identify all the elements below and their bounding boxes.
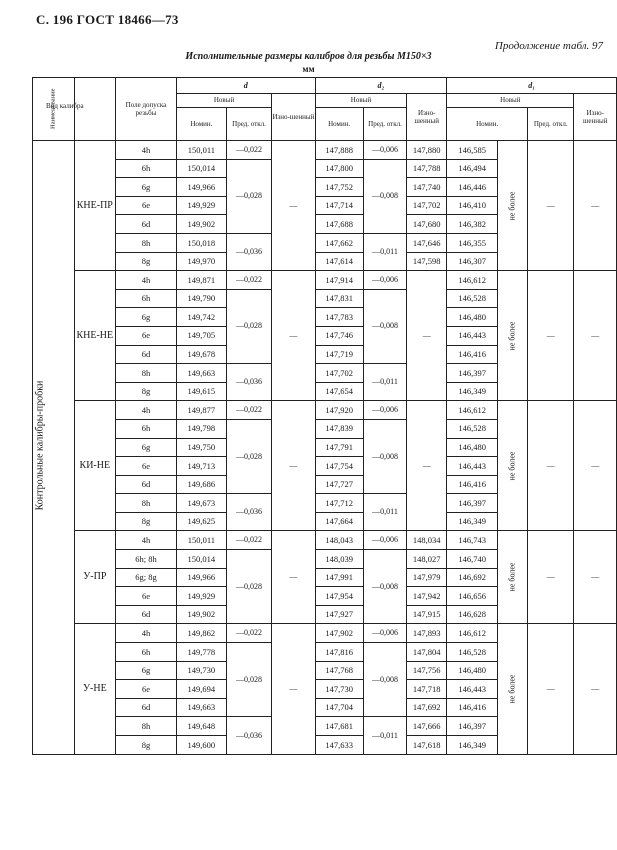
d2-nominal: 147,927 [315, 605, 363, 624]
d1-nominal: 146,740 [447, 550, 498, 569]
d1-nominal: 146,612 [447, 401, 498, 420]
d2-worn: 147,666 [407, 717, 447, 736]
header-d2-tolerance: Пред. откл. [363, 108, 406, 141]
header-d1-nominal: Номин. [447, 108, 528, 141]
d-nominal: 149,902 [176, 215, 226, 234]
header-d-new: Новый [176, 94, 271, 108]
d2-worn: 147,646 [407, 233, 447, 252]
d2-nominal: 147,791 [315, 438, 363, 457]
tolerance-field: 6d [116, 605, 177, 624]
tolerance-field: 6h [116, 643, 177, 662]
d-nominal: 150,011 [176, 141, 226, 160]
tolerance-field: 8g [116, 382, 177, 401]
header-tolerance-field: Поле допуска резьбы [116, 78, 177, 141]
d2-nominal: 147,681 [315, 717, 363, 736]
d-nominal: 149,929 [176, 587, 226, 606]
tolerance-field: 4h [116, 531, 177, 550]
d1-worn: — [574, 401, 617, 531]
d1-tolerance: — [528, 531, 574, 624]
tolerance-field: 6d [116, 475, 177, 494]
d2-nominal: 147,714 [315, 196, 363, 215]
d2-nominal: 147,664 [315, 512, 363, 531]
d-tolerance: —0,036 [226, 494, 271, 531]
d1-not-more [498, 401, 528, 531]
d1-nominal: 146,528 [447, 643, 498, 662]
tolerance-field: 6d [116, 698, 177, 717]
tolerance-field: 8g [116, 252, 177, 271]
gauge-type: КНЕ-ПР [74, 141, 116, 271]
tolerance-field: 6h; 8h [116, 550, 177, 569]
header-d-nominal: Номин. [176, 108, 226, 141]
d-nominal: 150,011 [176, 531, 226, 550]
d-nominal: 149,663 [176, 364, 226, 383]
gauge-dimensions-table [32, 77, 617, 755]
d-nominal: 149,625 [176, 512, 226, 531]
d2-nominal: 147,831 [315, 289, 363, 308]
tolerance-field: 8h [116, 233, 177, 252]
d2-nominal: 147,902 [315, 624, 363, 643]
d2-nominal: 147,688 [315, 215, 363, 234]
d1-nominal: 146,349 [447, 736, 498, 755]
d2-worn: 147,880 [407, 141, 447, 160]
d1-nominal: 146,612 [447, 271, 498, 290]
header-d1-tolerance: Пред. откл. [528, 108, 574, 141]
d1-nominal: 146,307 [447, 252, 498, 271]
d1-nominal: 146,528 [447, 289, 498, 308]
d1-not-more [498, 141, 528, 271]
tolerance-field: 8g [116, 736, 177, 755]
d2-worn: 147,979 [407, 568, 447, 587]
d-nominal: 149,750 [176, 438, 226, 457]
d-nominal: 150,014 [176, 159, 226, 178]
tolerance-field: 6g [116, 308, 177, 327]
d2-tolerance: —0,008 [363, 289, 406, 363]
d2-nominal: 147,754 [315, 457, 363, 476]
d-tolerance: —0,022 [226, 271, 271, 290]
d1-tolerance: — [528, 271, 574, 401]
d1-not-more-label: не более [507, 674, 517, 704]
d2-tolerance: —0,011 [363, 364, 406, 401]
tolerance-field: 6e [116, 587, 177, 606]
d2-worn: 147,598 [407, 252, 447, 271]
d1-worn: — [574, 624, 617, 754]
tolerance-field: 6g; 8g [116, 568, 177, 587]
d-nominal: 149,648 [176, 717, 226, 736]
d1-nominal: 146,443 [447, 457, 498, 476]
d1-worn: — [574, 531, 617, 624]
d2-worn: — [407, 271, 447, 401]
d-worn: — [272, 141, 315, 271]
d-nominal: 149,790 [176, 289, 226, 308]
d1-nominal: 146,480 [447, 661, 498, 680]
d-nominal: 150,014 [176, 550, 226, 569]
d2-tolerance: —0,006 [363, 401, 406, 420]
d2-worn: 147,893 [407, 624, 447, 643]
d2-worn: 147,692 [407, 698, 447, 717]
d1-nominal: 146,355 [447, 233, 498, 252]
tolerance-field: 8h [116, 717, 177, 736]
d1-not-more-label: не более [507, 451, 517, 481]
d-nominal: 149,686 [176, 475, 226, 494]
header-d-tolerance: Пред. откл. [226, 108, 271, 141]
d1-not-more [498, 271, 528, 401]
d-nominal: 149,902 [176, 605, 226, 624]
d-tolerance: —0,028 [226, 550, 271, 624]
d-tolerance: —0,036 [226, 233, 271, 270]
d1-nominal: 146,628 [447, 605, 498, 624]
d2-nominal: 147,888 [315, 141, 363, 160]
d-nominal: 150,018 [176, 233, 226, 252]
d-worn: — [272, 624, 315, 754]
tolerance-field: 6h [116, 159, 177, 178]
header-d-worn: Изно-шенный [272, 94, 315, 141]
tolerance-field: 6g [116, 661, 177, 680]
d1-nominal: 146,416 [447, 345, 498, 364]
d-nominal: 149,713 [176, 457, 226, 476]
d2-tolerance: —0,008 [363, 550, 406, 624]
d1-nominal: 146,528 [447, 419, 498, 438]
header-d2: d₂ [315, 78, 447, 94]
table-row [33, 271, 617, 290]
d-nominal: 149,730 [176, 661, 226, 680]
d-nominal: 149,678 [176, 345, 226, 364]
d2-worn: 148,034 [407, 531, 447, 550]
table-row [33, 141, 617, 160]
d1-nominal: 146,656 [447, 587, 498, 606]
d1-nominal: 146,410 [447, 196, 498, 215]
tolerance-field: 4h [116, 401, 177, 420]
d1-nominal: 146,494 [447, 159, 498, 178]
d2-nominal: 147,991 [315, 568, 363, 587]
d2-nominal: 148,043 [315, 531, 363, 550]
d2-tolerance: —0,008 [363, 419, 406, 493]
d-nominal: 149,705 [176, 326, 226, 345]
d-worn: — [272, 401, 315, 531]
d-nominal: 149,798 [176, 419, 226, 438]
d2-worn: — [407, 401, 447, 531]
header-d1: d₁ [447, 78, 617, 94]
d1-nominal: 146,585 [447, 141, 498, 160]
header-d2-nominal: Номин. [315, 108, 363, 141]
d-worn: — [272, 531, 315, 624]
tolerance-field: 6e [116, 196, 177, 215]
table-row [33, 531, 617, 550]
d1-nominal: 146,692 [447, 568, 498, 587]
d1-tolerance: — [528, 141, 574, 271]
d2-worn: 148,027 [407, 550, 447, 569]
tolerance-field: 8g [116, 512, 177, 531]
gauge-type: У-ПР [74, 531, 116, 624]
d2-nominal: 147,614 [315, 252, 363, 271]
d2-nominal: 147,662 [315, 233, 363, 252]
vertical-group-label: Контрольные калибры-пробки [34, 380, 46, 511]
d2-nominal: 147,914 [315, 271, 363, 290]
table-continuation-label: Продолжение табл. 97 [494, 40, 603, 52]
d2-worn: 147,702 [407, 196, 447, 215]
d2-nominal: 147,712 [315, 494, 363, 513]
d1-worn: — [574, 141, 617, 271]
d2-nominal: 147,727 [315, 475, 363, 494]
tolerance-field: 4h [116, 624, 177, 643]
tolerance-field: 6h [116, 289, 177, 308]
d-tolerance: —0,028 [226, 159, 271, 233]
d1-tolerance: — [528, 401, 574, 531]
d-tolerance: —0,022 [226, 624, 271, 643]
d1-nominal: 146,397 [447, 717, 498, 736]
d1-not-more [498, 531, 528, 624]
d1-not-more [498, 624, 528, 754]
d-tolerance: —0,022 [226, 141, 271, 160]
d2-nominal: 147,633 [315, 736, 363, 755]
d2-nominal: 148,039 [315, 550, 363, 569]
d-tolerance: —0,028 [226, 643, 271, 717]
header-d2-new: Новый [315, 94, 407, 108]
d1-nominal: 146,443 [447, 680, 498, 699]
d-nominal: 149,694 [176, 680, 226, 699]
table-row [33, 624, 617, 643]
header-name: Наименование [33, 78, 75, 141]
d1-not-more-label: не более [507, 563, 517, 592]
d2-worn: 147,618 [407, 736, 447, 755]
d2-worn: 147,756 [407, 661, 447, 680]
d1-nominal: 146,480 [447, 438, 498, 457]
d2-tolerance: —0,008 [363, 159, 406, 233]
d1-nominal: 146,416 [447, 698, 498, 717]
d1-nominal: 146,349 [447, 512, 498, 531]
tolerance-field: 6e [116, 326, 177, 345]
d2-tolerance: —0,006 [363, 141, 406, 160]
d2-nominal: 147,752 [315, 178, 363, 197]
d2-nominal: 147,654 [315, 382, 363, 401]
d2-tolerance: —0,011 [363, 233, 406, 270]
d1-not-more-label: не более [507, 321, 517, 351]
d1-nominal: 146,446 [447, 178, 498, 197]
d1-nominal: 146,416 [447, 475, 498, 494]
d1-tolerance: — [528, 624, 574, 754]
d2-tolerance: —0,008 [363, 643, 406, 717]
d-nominal: 149,970 [176, 252, 226, 271]
d1-nominal: 146,743 [447, 531, 498, 550]
d1-nominal: 146,443 [447, 326, 498, 345]
header-d: d [176, 78, 315, 94]
tolerance-field: 6e [116, 457, 177, 476]
d-tolerance: —0,036 [226, 717, 271, 754]
table-row [33, 401, 617, 420]
header-d1-new: Новый [447, 94, 574, 108]
gauge-type: КИ-НЕ [74, 401, 116, 531]
d-nominal: 149,877 [176, 401, 226, 420]
d2-nominal: 147,768 [315, 661, 363, 680]
d2-nominal: 147,730 [315, 680, 363, 699]
table-title: Исполнительные размеры калибров для резьбы М150×3 [185, 51, 432, 62]
tolerance-field: 6g [116, 178, 177, 197]
d2-nominal: 147,719 [315, 345, 363, 364]
d-tolerance: —0,028 [226, 289, 271, 363]
d-tolerance: —0,022 [226, 401, 271, 420]
d-nominal: 149,615 [176, 382, 226, 401]
d1-worn: — [574, 271, 617, 401]
d2-nominal: 147,702 [315, 364, 363, 383]
tolerance-field: 6g [116, 438, 177, 457]
d2-worn: 147,788 [407, 159, 447, 178]
d-nominal: 149,862 [176, 624, 226, 643]
d2-nominal: 147,704 [315, 698, 363, 717]
d2-tolerance: —0,006 [363, 271, 406, 290]
tolerance-field: 6d [116, 215, 177, 234]
header-gauge-type-label: Вид калибра [46, 102, 84, 110]
d-tolerance: —0,022 [226, 531, 271, 550]
d-worn: — [272, 271, 315, 401]
d2-worn: 147,740 [407, 178, 447, 197]
tolerance-field: 4h [116, 141, 177, 160]
d2-tolerance: —0,006 [363, 624, 406, 643]
header-d2-worn: Изно-шенный [407, 94, 447, 141]
d2-worn: 147,718 [407, 680, 447, 699]
tolerance-field: 6d [116, 345, 177, 364]
d1-not-more-label: не более [507, 191, 517, 221]
d-tolerance: —0,036 [226, 364, 271, 401]
d1-nominal: 146,349 [447, 382, 498, 401]
tolerance-field: 6h [116, 419, 177, 438]
d2-tolerance: —0,011 [363, 717, 406, 754]
d2-tolerance: —0,006 [363, 531, 406, 550]
tolerance-field: 4h [116, 271, 177, 290]
d1-nominal: 146,382 [447, 215, 498, 234]
d2-nominal: 147,816 [315, 643, 363, 662]
d2-tolerance: —0,011 [363, 494, 406, 531]
gauge-type: КНЕ-НЕ [74, 271, 116, 401]
d2-worn: 147,942 [407, 587, 447, 606]
gauge-type: У-НЕ [74, 624, 116, 754]
d1-nominal: 146,480 [447, 308, 498, 327]
header-d1-worn: Изно-шенный [574, 94, 617, 141]
d-nominal: 149,663 [176, 698, 226, 717]
d2-worn: 147,680 [407, 215, 447, 234]
d2-nominal: 147,800 [315, 159, 363, 178]
d-nominal: 149,966 [176, 568, 226, 587]
d-nominal: 149,742 [176, 308, 226, 327]
d-nominal: 149,966 [176, 178, 226, 197]
d1-nominal: 146,397 [447, 494, 498, 513]
tolerance-field: 8h [116, 494, 177, 513]
d2-nominal: 147,920 [315, 401, 363, 420]
d-nominal: 149,778 [176, 643, 226, 662]
d2-nominal: 147,783 [315, 308, 363, 327]
d-tolerance: —0,028 [226, 419, 271, 493]
d2-worn: 147,915 [407, 605, 447, 624]
d2-nominal: 147,746 [315, 326, 363, 345]
d-nominal: 149,600 [176, 736, 226, 755]
d-nominal: 149,673 [176, 494, 226, 513]
d-nominal: 149,871 [176, 271, 226, 290]
page-header: С. 196 ГОСТ 18466—73 [36, 12, 179, 27]
d-nominal: 149,929 [176, 196, 226, 215]
tolerance-field: 8h [116, 364, 177, 383]
tolerance-field: 6e [116, 680, 177, 699]
d1-nominal: 146,397 [447, 364, 498, 383]
d1-nominal: 146,612 [447, 624, 498, 643]
d2-nominal: 147,839 [315, 419, 363, 438]
d2-worn: 147,804 [407, 643, 447, 662]
d2-nominal: 147,954 [315, 587, 363, 606]
table-units: мм [302, 64, 315, 74]
